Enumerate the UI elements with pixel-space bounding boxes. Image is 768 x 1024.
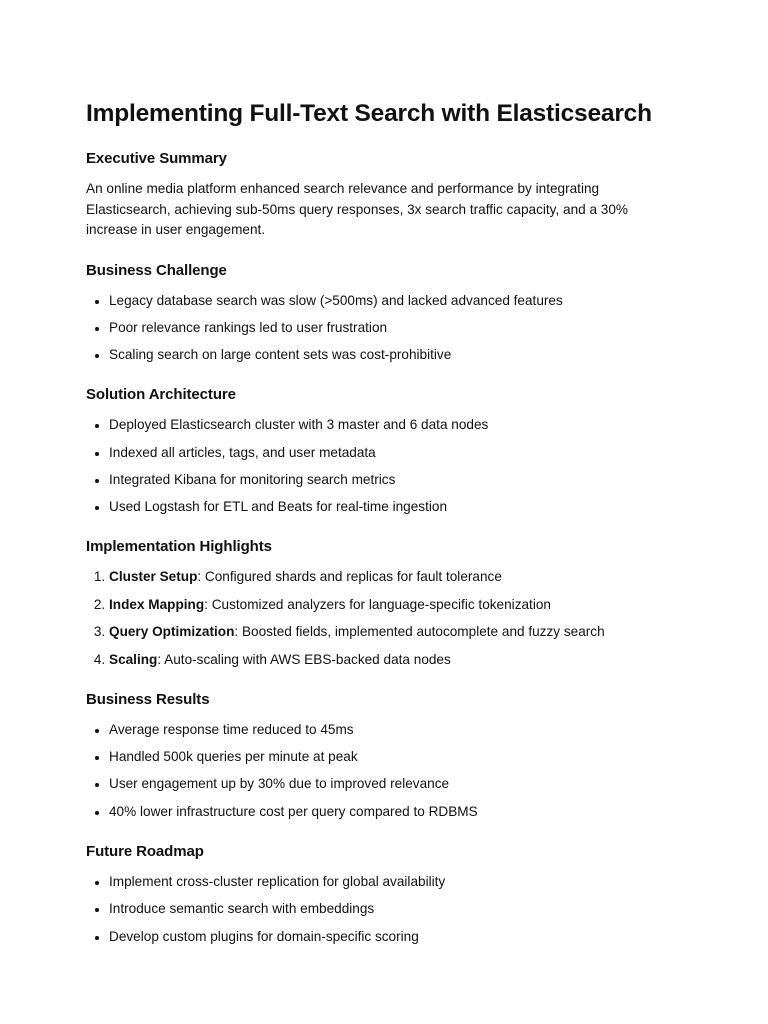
list-item: • Used Logstash for ETL and Beats for real-time ingestion [109, 497, 682, 517]
bullet-list [86, 291, 682, 366]
item-text: : Auto-scaling with AWS EBS-backed data nodes [157, 651, 451, 667]
bullet-list [86, 872, 682, 947]
list-item: • Average response time reduced to 45ms [109, 720, 682, 740]
section-heading: Future Roadmap [86, 842, 204, 860]
bullet-list [86, 415, 682, 517]
section-heading: Business Results [86, 690, 210, 708]
item-label: Scaling [109, 651, 158, 667]
list-item: • 40% lower infrastructure cost per query compared to RDBMS [109, 802, 682, 822]
list-item: • Scaling search on large content sets was cost-prohibitive [109, 345, 682, 365]
list-item [109, 622, 682, 642]
document-title: Implementing Full-Text Search with Elasticsearch [86, 100, 652, 127]
list-item: • Integrated Kibana for monitoring search metrics [109, 470, 682, 490]
list-item: • Deployed Elasticsearch cluster with 3 master and 6 data nodes [109, 415, 682, 435]
section-heading: Implementation Highlights [86, 538, 272, 556]
item-label: Query Optimization [109, 624, 235, 640]
list-item: • Implement cross-cluster replication for global availability [109, 872, 682, 892]
section-implementation-highlights [86, 536, 682, 669]
section-business-results [86, 689, 682, 822]
item-text: : Configured shards and replicas for fault tolerance [197, 569, 502, 585]
list-item: • User engagement up by 30% due to improved relevance [109, 774, 682, 794]
item-text: : Boosted fields, implemented autocomplete and fuzzy search [234, 624, 605, 640]
bullet-list [86, 720, 682, 822]
section-executive-summary [86, 148, 682, 241]
numbered-list [86, 567, 682, 669]
item-label: Index Mapping [109, 596, 205, 612]
list-item: • Introduce semantic search with embeddings [109, 899, 682, 919]
list-item: • Develop custom plugins for domain-specific scoring [109, 927, 682, 947]
section-heading: Executive Summary [86, 150, 227, 167]
summary-paragraph: An online media platform enhanced search relevance and performance by integrating Elasticsearch, achieving sub-50ms query responses, 3x search traffic capacity, and a 30% increase in user engagement. [86, 181, 629, 237]
list-item: • Legacy database search was slow (>500ms) and lacked advanced features [109, 291, 682, 311]
list-item: • Handled 500k queries per minute at peak [109, 747, 682, 767]
section-heading: Solution Architecture [86, 386, 236, 404]
item-text: : Customized analyzers for language-specific tokenization [204, 596, 551, 612]
section-business-challenge [86, 260, 682, 366]
list-item: • Indexed all articles, tags, and user metadata [109, 443, 682, 463]
section-future-roadmap [86, 841, 682, 947]
list-item [109, 567, 682, 587]
list-item [109, 650, 682, 670]
section-solution-architecture [86, 384, 682, 517]
list-item [109, 595, 682, 615]
section-heading: Business Challenge [86, 261, 227, 279]
item-label: Cluster Setup [109, 569, 198, 585]
list-item: • Poor relevance rankings led to user frustration [109, 318, 682, 338]
